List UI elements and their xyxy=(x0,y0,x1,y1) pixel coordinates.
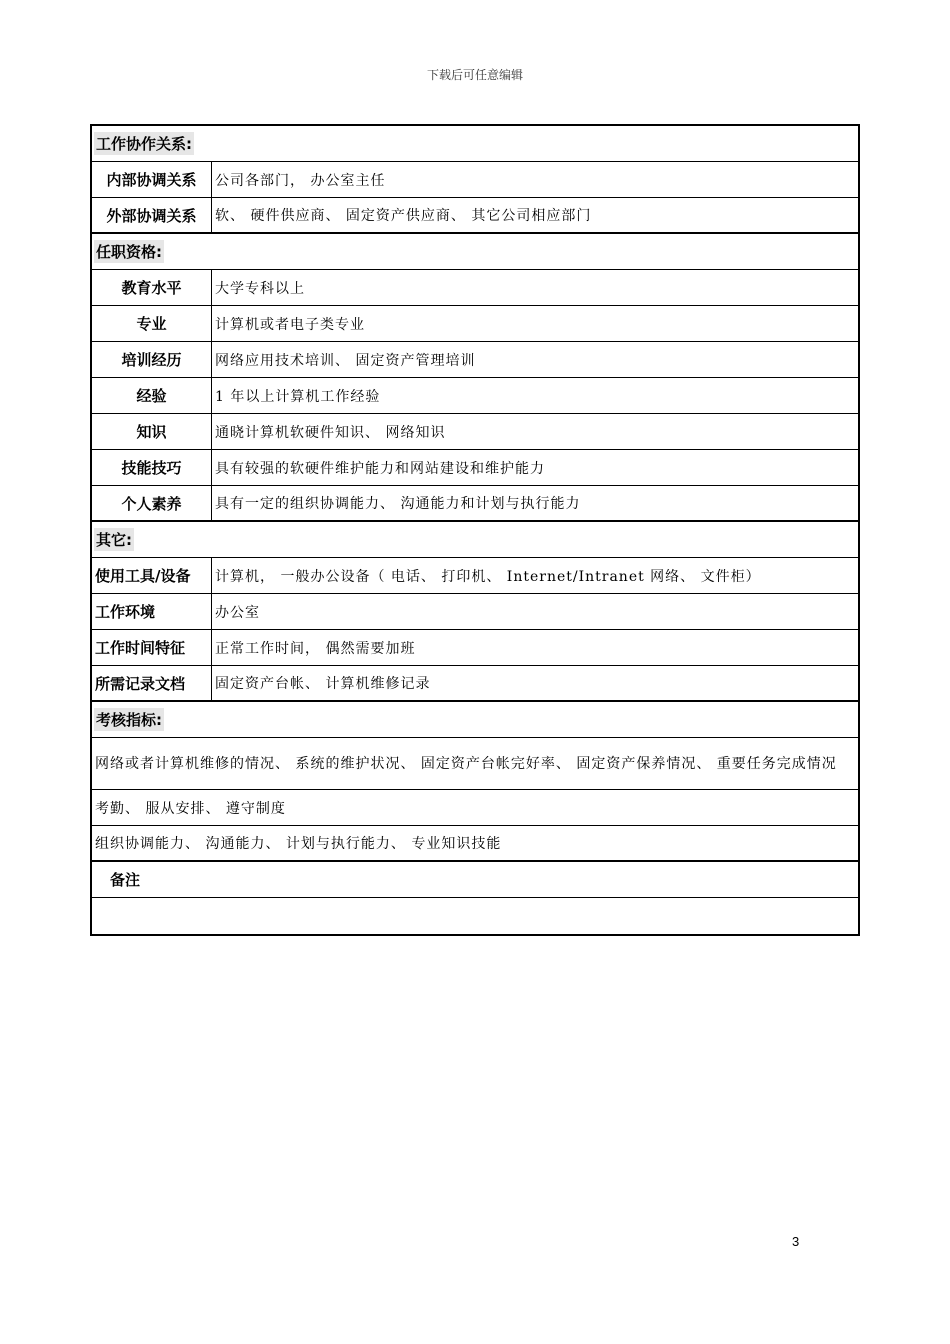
row-label: 个人素养 xyxy=(92,486,212,520)
row-value: 软、 硬件供应商、 固定资产供应商、 其它公司相应部门 xyxy=(215,208,592,224)
section-header-cooperation xyxy=(92,126,858,162)
row-value: 1 年以上计算机工作经验 xyxy=(215,388,381,405)
row-label: 知识 xyxy=(92,414,212,449)
section-title: 任职资格: xyxy=(94,240,164,263)
page-number: 3 xyxy=(792,1234,800,1249)
table-row xyxy=(92,630,858,666)
table-row xyxy=(92,270,858,306)
header-note: 下载后可任意编辑 xyxy=(426,68,523,82)
row-value: 正常工作时间， 偶然需要加班 xyxy=(215,640,416,657)
remarks-title: 备注 xyxy=(92,862,858,898)
table-row xyxy=(92,450,858,486)
row-value: 公司各部门， 办公室主任 xyxy=(215,172,386,189)
row-label: 技能技巧 xyxy=(92,450,212,485)
row-value: 大学专科以上 xyxy=(215,280,305,297)
row-label: 所需记录文档 xyxy=(92,666,212,700)
section-header-other xyxy=(92,522,858,558)
table-row xyxy=(92,594,858,630)
row-label: 工作时间特征 xyxy=(92,630,212,665)
row-label: 教育水平 xyxy=(92,270,212,305)
row-value: 计算机， 一般办公设备（ 电话、 打印机、 Internet/Intranet 网络、 文件柜） xyxy=(215,568,761,585)
row-label: 工作环境 xyxy=(92,594,212,629)
row-value: 具有较强的软硬件维护能力和网站建设和维护能力 xyxy=(215,460,545,477)
remarks-content xyxy=(92,898,858,934)
job-description-table xyxy=(90,124,860,936)
table-row xyxy=(92,342,858,378)
table-row xyxy=(92,486,858,522)
assessment-item: 考勤、 服从安排、 遵守制度 xyxy=(92,790,858,826)
row-label: 经验 xyxy=(92,378,212,413)
row-value: 计算机或者电子类专业 xyxy=(215,316,365,333)
row-label: 培训经历 xyxy=(92,342,212,377)
section-title: 其它: xyxy=(94,528,134,551)
table-row xyxy=(92,162,858,198)
section-header-qualification xyxy=(92,234,858,270)
table-row xyxy=(92,558,858,594)
row-value: 通晓计算机软硬件知识、 网络知识 xyxy=(215,424,446,441)
section-header-assessment xyxy=(92,702,858,738)
row-label: 外部协调关系 xyxy=(92,198,212,232)
table-row xyxy=(92,666,858,702)
row-value: 网络应用技术培训、 固定资产管理培训 xyxy=(215,352,476,369)
table-row xyxy=(92,414,858,450)
table-row xyxy=(92,306,858,342)
row-value: 具有一定的组织协调能力、 沟通能力和计划与执行能力 xyxy=(215,496,581,512)
row-label: 专业 xyxy=(92,306,212,341)
section-title: 工作协作关系: xyxy=(94,132,194,155)
row-label: 使用工具/设备 xyxy=(92,558,212,593)
assessment-item: 组织协调能力、 沟通能力、 计划与执行能力、 专业知识技能 xyxy=(92,826,858,862)
row-value: 办公室 xyxy=(215,604,260,621)
row-label: 内部协调关系 xyxy=(92,162,212,197)
table-row xyxy=(92,198,858,234)
assessment-item: 网络或者计算机维修的情况、 系统的维护状况、 固定资产台帐完好率、 固定资产保养情况、 重要任务完成情况 xyxy=(92,738,858,790)
table-row xyxy=(92,378,858,414)
row-value: 固定资产台帐、 计算机维修记录 xyxy=(215,676,431,692)
section-title: 考核指标: xyxy=(94,708,164,731)
